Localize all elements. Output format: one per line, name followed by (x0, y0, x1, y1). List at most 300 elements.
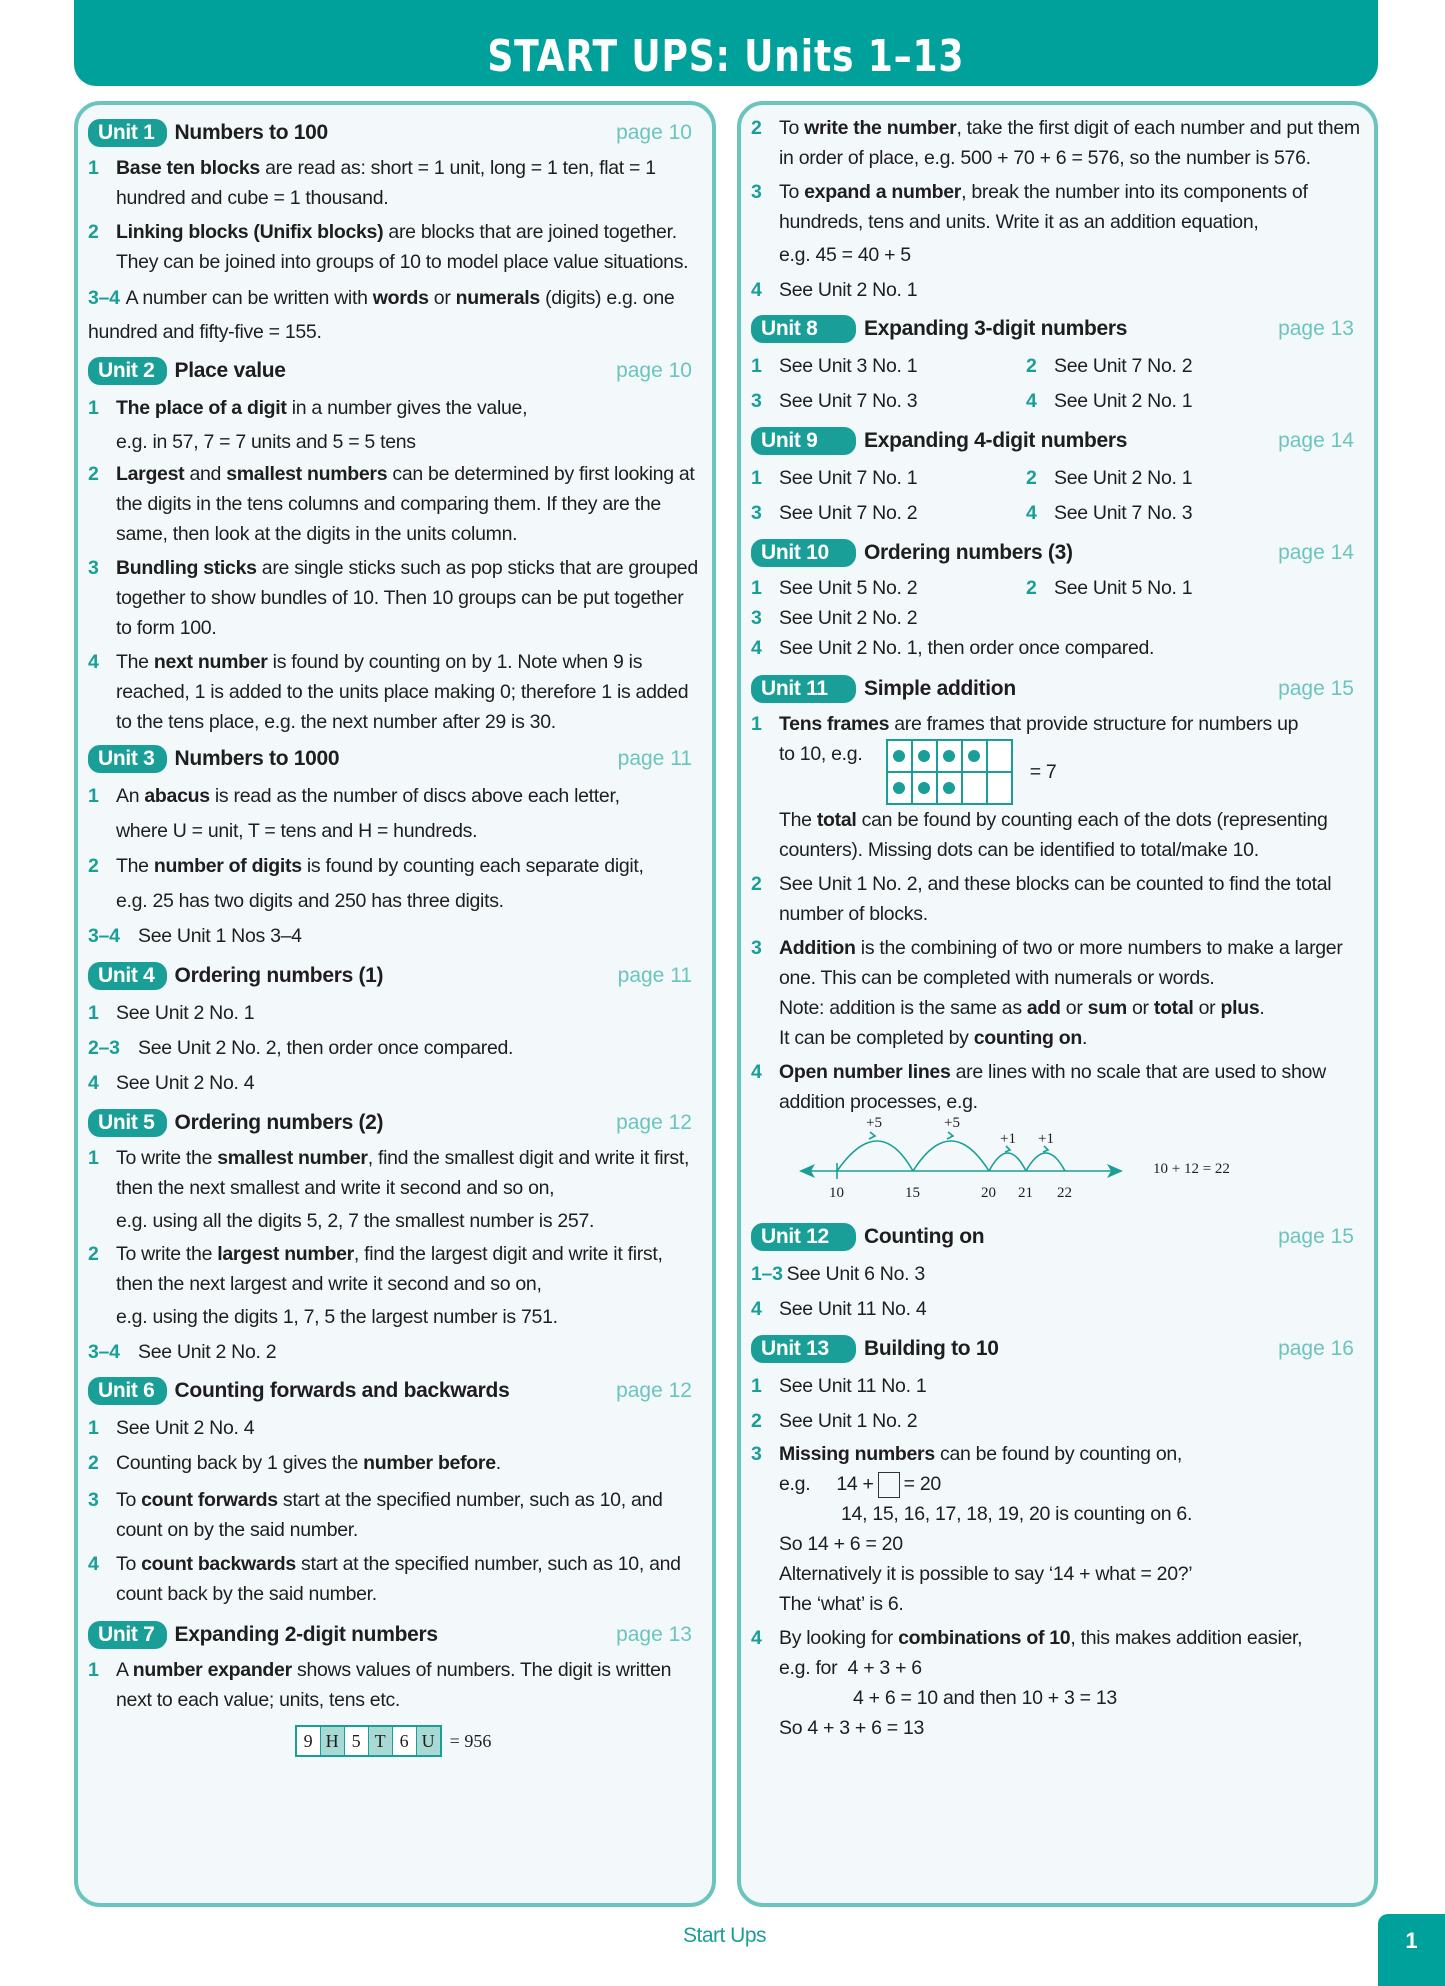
item-number: 2 (751, 873, 762, 895)
key-term: total (816, 809, 857, 831)
item-number: 3 (751, 390, 762, 412)
item-text: or (1193, 997, 1221, 1019)
unit-badge: Unit 11 (751, 675, 856, 703)
counter-dot-icon (968, 750, 980, 762)
item-text: See Unit 11 No. 1 (779, 1375, 927, 1397)
two-column-list (751, 461, 1360, 531)
two-column-list (751, 349, 1360, 419)
unit-badge: Unit 10 (751, 539, 856, 567)
item-text: are lines with no scale that are used to show addition processes, e.g. (779, 1061, 1326, 1113)
unit-title: Counting forwards and backwards (174, 1379, 510, 1402)
key-term: Largest (116, 463, 185, 485)
item-text: start at the specified number, such as 10, and count back by the said number. (116, 1553, 681, 1605)
item-number: 4 (88, 1072, 99, 1094)
key-term: number before (363, 1452, 496, 1474)
list-item (751, 633, 1360, 663)
list-item (88, 1485, 698, 1545)
item-text: Note: addition is the same as (779, 997, 1027, 1019)
item-text: and (184, 463, 227, 485)
item-text: can be found by counting on, (934, 1443, 1183, 1465)
item-number: 1 (88, 157, 99, 179)
key-term: number of digits (153, 855, 302, 877)
unit-6-header (88, 1375, 698, 1407)
key-term: Addition (779, 937, 856, 959)
key-term: counting on (973, 1027, 1082, 1049)
item-text: The (116, 855, 154, 877)
item-text: See Unit 7 No. 2 (1054, 355, 1193, 377)
list-item (751, 384, 1026, 419)
item-text: e.g. (779, 1473, 811, 1495)
item-example: e.g. 25 has two digits and 250 has three digits. (116, 890, 504, 912)
missing-number-box (878, 1472, 900, 1498)
key-term: sum (1087, 997, 1127, 1019)
unit-badge: Unit 9 (751, 427, 856, 455)
key-term: Missing numbers (779, 1443, 935, 1465)
item-text: where U = unit, T = tens and H = hundreds. (116, 820, 478, 842)
tick-label: 21 (1018, 1185, 1033, 1201)
unit-title: Expanding 4-digit numbers (864, 429, 1128, 452)
item-number: 1 (88, 1147, 99, 1169)
item-text: , take the first digit of each number and put them in order of place, e.g. 500 + 70 + 6 = 576, so the number is 576. (779, 117, 1360, 169)
list-item (751, 1369, 1360, 1404)
unit-badge: Unit 5 (88, 1109, 167, 1137)
item-text: It can be completed by (779, 1027, 974, 1049)
item-text: See Unit 11 No. 4 (779, 1298, 927, 1320)
jump-label: +5 (944, 1115, 960, 1131)
key-term: write the number (804, 117, 957, 139)
item-number: 1 (751, 355, 762, 377)
page-reference: page 14 (1278, 429, 1354, 452)
item-text: are blocks that are joined together. They can be joined into groups of 10 to model place value situations. (116, 221, 689, 273)
item-text: are single sticks such as pop sticks that are grouped together to show bundles of 10. Then 10 groups can be put together to form 100. (116, 557, 698, 639)
item-text: is found by counting each separate digit, (301, 855, 644, 877)
equation-part: = 20 (903, 1473, 941, 1495)
item-number: 2 (88, 221, 99, 243)
item-number: 2 (1026, 577, 1037, 599)
expander-result: = 956 (449, 1730, 492, 1751)
unit-10-header (751, 537, 1360, 569)
left-panel (74, 101, 716, 1907)
item-number: 4 (751, 279, 762, 301)
counter-dot-icon (893, 782, 905, 794)
page-reference: page 16 (1278, 1337, 1354, 1360)
key-term: abacus (144, 785, 210, 807)
item-number: 1 (751, 713, 762, 735)
key-term: numerals (455, 287, 540, 309)
list-item (751, 933, 1360, 1053)
item-example: e.g. 45 = 40 + 5 (779, 244, 911, 266)
footer-section-label: Start Ups (683, 1924, 767, 1947)
equation-part: 14 + (836, 1473, 874, 1495)
unit-badge: Unit 6 (88, 1377, 167, 1405)
unit-2-header (88, 355, 698, 387)
item-example: e.g. in 57, 7 = 7 units and 5 = 5 tens (116, 431, 416, 453)
list-item (751, 573, 1026, 603)
item-text: is found by counting on by 1. Note when 9 is reached, 1 is added to the units place making 0; therefore 1 is added to the tens place, e.g. the next number after 29 is 30. (116, 651, 689, 733)
unit-title: Numbers to 1000 (174, 747, 340, 770)
list-item (1026, 461, 1360, 496)
unit-badge: Unit 2 (88, 357, 167, 385)
item-text: See Unit 1 No. 2 (779, 1410, 918, 1432)
list-item (751, 1439, 1360, 1619)
item-text: See Unit 2 No. 4 (116, 1417, 255, 1439)
item-text: are read as: short = 1 unit, long = 1 ten, flat = 1 hundred and cube = 1 thousand. (116, 157, 656, 209)
unit-7-header (88, 1619, 698, 1651)
item-example: e.g. using all the digits 5, 2, 7 the smallest number is 257. (116, 1210, 595, 1232)
item-text: To (779, 117, 805, 139)
item-text: or (1126, 997, 1154, 1019)
item-text: By looking for (779, 1627, 899, 1649)
jump-label: +5 (866, 1115, 882, 1131)
item-text: See Unit 3 No. 1 (779, 355, 918, 377)
item-text: See Unit 2 No. 2 (779, 607, 918, 629)
list-item (751, 496, 1026, 531)
page-banner (74, 0, 1378, 86)
list-item (751, 1292, 1360, 1327)
key-term: number expander (132, 1659, 292, 1681)
item-number: 1 (88, 1002, 99, 1024)
tens-frame-cell (887, 740, 912, 772)
item-text: So 4 + 3 + 6 = 13 (779, 1717, 925, 1739)
unit-title: Counting on (864, 1225, 985, 1248)
item-text: To write the (116, 1243, 218, 1265)
number-line-equation: 10 + 12 = 22 (1153, 1161, 1230, 1177)
expander-cell-label: U (417, 1727, 440, 1755)
item-text: . (495, 1452, 501, 1474)
page-reference: page 10 (616, 121, 692, 144)
list-item (751, 1057, 1360, 1117)
item-text: See Unit 5 No. 2 (779, 577, 918, 599)
page-reference: page 11 (617, 964, 692, 987)
list-item (751, 1257, 1360, 1292)
unit-badge: Unit 7 (88, 1621, 167, 1649)
tens-frame-cell (937, 772, 962, 804)
list-item (751, 603, 1360, 633)
item-text: (digits) e.g. one hundred and fifty-five = 155. (88, 287, 675, 343)
counter-dot-icon (918, 750, 930, 762)
unit-4-header (88, 960, 698, 992)
unit-title: Simple addition (864, 677, 1016, 700)
list-item (751, 113, 1360, 173)
page-reference: page 15 (1278, 677, 1354, 700)
key-term: expand a number (804, 181, 962, 203)
tens-frame-cell (962, 772, 987, 804)
item-text: , this makes addition easier, (1070, 1627, 1303, 1649)
list-item (88, 217, 698, 277)
list-item (751, 349, 1026, 384)
page-number: 1 (1405, 1928, 1418, 1953)
key-term: add (1026, 997, 1061, 1019)
unit-title: Numbers to 100 (174, 121, 328, 144)
tens-frame-cell (887, 772, 912, 804)
item-text: See Unit 2 No. 1, then order once compared. (779, 637, 1155, 659)
item-text: start at the specified number, such as 10, and count on by the said number. (116, 1489, 663, 1541)
item-number: 1 (751, 467, 762, 489)
unit-8-header (751, 313, 1360, 345)
item-text: in a number gives the value, (286, 397, 528, 419)
list-item (751, 461, 1026, 496)
unit-1-header (88, 117, 698, 149)
right-panel (737, 101, 1378, 1907)
tens-frame-cell (987, 740, 1012, 772)
item-number: 4 (88, 1553, 99, 1575)
item-text: . (1259, 997, 1265, 1019)
list-item (88, 153, 698, 213)
item-text: The ‘what’ is 6. (779, 1593, 904, 1615)
item-number: 3–4 (88, 925, 120, 947)
unit-badge: Unit 12 (751, 1223, 856, 1251)
list-item (88, 1239, 698, 1335)
unit-title: Ordering numbers (3) (864, 541, 1073, 564)
key-term: count forwards (141, 1489, 278, 1511)
list-item (751, 1623, 1360, 1743)
list-item (88, 849, 698, 919)
unit-badge: Unit 4 (88, 962, 167, 990)
list-item (88, 1655, 698, 1715)
list-item (88, 779, 698, 849)
item-number: 2 (1026, 355, 1037, 377)
item-text: 14, 15, 16, 17, 18, 19, 20 is counting on 6. (841, 1503, 1193, 1525)
counter-dot-icon (893, 750, 905, 762)
page-title: START UPS: Units 1–13 (487, 31, 965, 82)
tens-frame-cell (912, 740, 937, 772)
expander-cell-digit: 9 (297, 1727, 321, 1755)
key-term: Linking blocks (Unifix blocks) (116, 221, 384, 243)
list-item (1026, 573, 1360, 603)
tens-frame-cell (962, 740, 987, 772)
item-number: 3–4 (88, 1341, 120, 1363)
unit-badge: Unit 8 (751, 315, 856, 343)
unit-badge: Unit 1 (88, 119, 167, 147)
list-item (1026, 349, 1360, 384)
key-term: smallest number (217, 1147, 368, 1169)
unit-9-header (751, 425, 1360, 457)
tens-frame-result: = 7 (1029, 761, 1057, 783)
key-term: The place of a digit (116, 397, 287, 419)
item-number: 4 (751, 1627, 762, 1649)
unit-title: Place value (174, 359, 286, 382)
page-reference: page 12 (616, 1111, 692, 1134)
list-item (1026, 496, 1360, 531)
item-number: 4 (1026, 502, 1037, 524)
item-number: 2 (88, 463, 99, 485)
item-number: 2–3 (88, 1037, 120, 1059)
item-number: 1 (751, 1375, 762, 1397)
list-item (88, 459, 698, 549)
item-number: 1 (88, 397, 99, 419)
key-term: smallest numbers (226, 463, 388, 485)
item-text: See Unit 2 No. 2, then order once compared. (138, 1037, 514, 1059)
item-number: 3 (751, 937, 762, 959)
unit-11-header (751, 673, 1360, 705)
expander-cell-digit: 5 (345, 1727, 369, 1755)
list-item (1026, 384, 1360, 419)
key-term: words (372, 287, 429, 309)
tick-label: 10 (829, 1185, 844, 1201)
item-text: 4 + 6 = 10 and then 10 + 3 = 13 (853, 1687, 1117, 1709)
item-number: 4 (751, 1298, 762, 1320)
item-text: Alternatively it is possible to say ‘14 + what = 20?’ (779, 1563, 1193, 1585)
item-text: or (1060, 997, 1088, 1019)
item-text: See Unit 5 No. 1 (1054, 577, 1193, 599)
item-text: To (116, 1553, 142, 1575)
item-number: 2 (88, 855, 99, 877)
list-item (88, 1446, 698, 1481)
item-text: can be found by counting each of the dots (representing counters). Missing dots can be identified to total/make 10. (779, 809, 1328, 861)
item-text: See Unit 2 No. 1 (1054, 467, 1193, 489)
item-number: 3 (751, 1443, 762, 1465)
unit-title: Ordering numbers (1) (174, 964, 384, 987)
item-text: See Unit 6 No. 3 (786, 1263, 925, 1285)
item-text: See Unit 2 No. 4 (116, 1072, 255, 1094)
item-number: 4 (751, 637, 762, 659)
open-number-line-diagram (771, 1117, 1360, 1213)
item-number: 1 (88, 1417, 99, 1439)
item-text: The (116, 651, 154, 673)
unit-title: Expanding 2-digit numbers (174, 1623, 438, 1646)
tens-frame-cell (912, 772, 937, 804)
tens-frame-cell (987, 772, 1012, 804)
list-item (751, 1404, 1360, 1439)
item-text: See Unit 7 No. 2 (779, 502, 918, 524)
unit-title: Building to 10 (864, 1337, 999, 1360)
item-number: 4 (751, 1061, 762, 1083)
tick-label: 15 (905, 1185, 920, 1201)
tick-label: 20 (981, 1185, 996, 1201)
item-number: 3 (88, 557, 99, 579)
item-text: shows values of numbers. The digit is written next to each value; units, tens etc. (116, 1659, 672, 1711)
page-reference: page 15 (1278, 1225, 1354, 1248)
list-item (751, 273, 1360, 307)
key-term: largest number (217, 1243, 354, 1265)
item-text: . (1081, 1027, 1088, 1049)
key-term: Open number lines (779, 1061, 951, 1083)
unit-3-header (88, 743, 698, 775)
list-item (88, 1335, 698, 1369)
unit-12-header (751, 1221, 1360, 1253)
page-reference: page 12 (616, 1379, 692, 1402)
key-term: plus (1220, 997, 1260, 1019)
item-text: or (428, 287, 456, 309)
list-item (88, 1143, 698, 1239)
key-term: Tens frames (779, 713, 890, 735)
item-number: 3 (751, 607, 762, 629)
item-number: 3–4 (88, 287, 120, 309)
list-item (88, 647, 698, 737)
key-term: Bundling sticks (116, 557, 257, 579)
jump-label: +1 (1038, 1131, 1054, 1147)
item-text: e.g. for 4 + 3 + 6 (779, 1657, 922, 1679)
item-number: 2 (88, 1452, 99, 1474)
expander-cell-digit: 6 (393, 1727, 417, 1755)
page-reference: page 11 (617, 747, 692, 770)
item-number: 4 (1026, 390, 1037, 412)
jump-label: +1 (1000, 1131, 1016, 1147)
item-number: 3 (88, 1489, 99, 1511)
item-text: is the combining of two or more numbers to make a larger one. This can be completed with numerals or words. (779, 937, 1343, 989)
item-text: An (116, 785, 145, 807)
item-text: See Unit 7 No. 1 (779, 467, 918, 489)
item-example: e.g. using the digits 1, 7, 5 the largest number is 751. (116, 1306, 558, 1328)
item-text: See Unit 1 No. 2, and these blocks can be counted to find the total number of blocks. (779, 873, 1332, 925)
list-item (88, 996, 698, 1031)
unit-badge: Unit 3 (88, 745, 167, 773)
item-text: To (779, 181, 805, 203)
item-text: A (116, 1659, 133, 1681)
item-text: See Unit 7 No. 3 (779, 390, 918, 412)
page-reference: page 14 (1278, 541, 1354, 564)
list-item (88, 1549, 698, 1609)
item-number: 3 (751, 181, 762, 203)
list-item (751, 709, 1360, 865)
key-term: count backwards (141, 1553, 296, 1575)
list-item (88, 1411, 698, 1446)
page-reference: page 13 (1278, 317, 1354, 340)
item-text: are frames that provide structure for numbers up (889, 713, 1299, 735)
key-term: total (1153, 997, 1194, 1019)
expander-cell-label: H (321, 1727, 345, 1755)
item-number: 2 (1026, 467, 1037, 489)
item-number: 4 (88, 651, 99, 673)
unit-title: Ordering numbers (2) (174, 1111, 384, 1134)
counter-dot-icon (943, 782, 955, 794)
list-item (88, 553, 698, 643)
list-item (751, 177, 1360, 273)
counter-dot-icon (918, 782, 930, 794)
item-text: to 10, e.g. (779, 743, 863, 765)
unit-5-header (88, 1107, 698, 1139)
tens-frame-diagram (886, 739, 1013, 805)
two-column-list (751, 573, 1360, 603)
list-item (88, 919, 698, 954)
item-text: A number can be written with (125, 287, 373, 309)
item-text: See Unit 7 No. 3 (1054, 502, 1193, 524)
item-text: See Unit 2 No. 1 (116, 1002, 255, 1024)
item-text: The (779, 809, 817, 831)
item-text: So 14 + 6 = 20 (779, 1533, 903, 1555)
tick-label: 22 (1057, 1185, 1072, 1201)
counter-dot-icon (943, 750, 955, 762)
list-item (88, 1031, 698, 1066)
item-text: , find the largest digit and write it first, then the next largest and write it second and so on, (116, 1243, 663, 1295)
tens-frame-cell (937, 740, 962, 772)
item-number: 2 (88, 1243, 99, 1265)
list-item (751, 869, 1360, 929)
item-number: 2 (751, 117, 762, 139)
number-expander-diagram (88, 1725, 698, 1757)
page-reference: page 13 (616, 1623, 692, 1646)
item-text: See Unit 2 No. 1 (779, 279, 918, 301)
unit-title: Expanding 3-digit numbers (864, 317, 1128, 340)
item-number: 1–3 (751, 1263, 783, 1285)
item-text: To (116, 1489, 142, 1511)
item-number: 1 (751, 577, 762, 599)
item-text: See Unit 2 No. 1 (1054, 390, 1193, 412)
key-term: next number (153, 651, 268, 673)
key-term: combinations of 10 (898, 1627, 1071, 1649)
item-text: is read as the number of discs above each letter, (209, 785, 620, 807)
item-text: , break the number into its components of hundreds, tens and units. Write it as an addition equation, (779, 181, 1308, 233)
item-text: Counting back by 1 gives the (116, 1452, 364, 1474)
item-number: 1 (88, 785, 99, 807)
item-number: 3 (751, 502, 762, 524)
item-number: 2 (751, 1410, 762, 1432)
unit-badge: Unit 13 (751, 1335, 856, 1363)
expander-cell-label: T (369, 1727, 393, 1755)
item-text: See Unit 1 Nos 3–4 (138, 925, 302, 947)
item-text: To write the (116, 1147, 218, 1169)
page-reference: page 10 (616, 359, 692, 382)
